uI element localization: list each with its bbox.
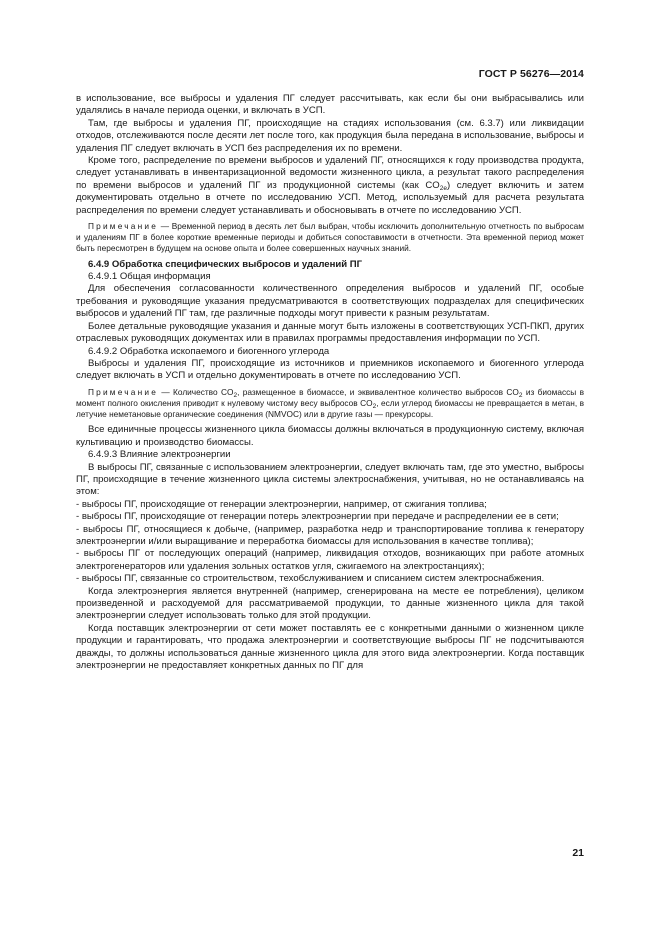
paragraph: Когда поставщик электроэнергии от сети может поставлять ее с конкретными данными о жизненном цикле продукции и гарантировать, что продажа электроэнергии и соответствующие выбросы ПГ не подсчитываются дважды, то должны использоваться данные жизненного цикла для этого вида электроэнергии. Когда поставщик электроэнергии не предоставляет конкретных данных по ПГ для	[76, 622, 584, 672]
note: Примечание — Временной период в десять лет был выбран, чтобы исключить дополнительную отчетность по выбросам и удалениям ПГ в более короткие временные периоды и добиться сопоставимости в отчетности. Эта временной период может быть пересмотрен в будущем на основе опыта и более совершенных научных знаний.	[76, 221, 584, 254]
page-body	[76, 93, 584, 672]
note-label: Примечание	[88, 221, 159, 232]
paragraph: Для обеспечения согласованности количественного определения выбросов и удалений ПГ, особые требования и руководящие указания предусматриваются в соответствующих подразделах для специфических выбросов и удалений ПГ там, где различные подходы могут привести к разным результатам.	[76, 283, 584, 320]
page-number: 21	[572, 847, 584, 859]
paragraph: в использование, все выбросы и удаления ПГ следует рассчитывать, как если бы они выбрасывались или удалялись в начале периода оценки, и включать в УСП.	[76, 93, 584, 117]
list-item: - выбросы ПГ, происходящие от генерации потерь электроэнергии при передаче и распределении ее в сети;	[76, 511, 559, 523]
list-item: - выбросы ПГ, относящиеся к добыче, (например, разработка недр и транспортирование топлива к генератору электроэнергии и/или выращивание и переработка биомассы для использования в качестве топлива);	[76, 523, 584, 547]
list-item: - выбросы ПГ от последующих операций (например, ликвидация отходов, возникающих при работе атомных электрогенераторов или удаления зольных остатков угля, сжигаемого на электростанциях);	[76, 548, 584, 572]
subscript: 2e	[439, 184, 447, 192]
list-item: - выбросы ПГ, связанные со строительством, техобслуживанием и списанием систем электроснабжения.	[76, 573, 545, 585]
section-heading-6-4-9: 6.4.9 Обработка специфических выбросов и удалений ПГ	[88, 258, 363, 270]
subsection-heading-6-4-9-3: 6.4.9.3 Влияние электроэнергии	[88, 449, 231, 461]
paragraph: В выбросы ПГ, связанные с использованием электроэнергии, следует включать там, где это уместно, выбросы ПГ, происходящие в течение жизненного цикла системы электроснабжения, учитывая, но не останавливаясь на этом:	[76, 461, 584, 498]
paragraph: Когда электроэнергия является внутренней (например, сгенерирована на месте ее потребления), целиком произведенной и расходуемой для рассматриваемой продукции, то данные жизненного цикла для такой электроэнергии следует использовать только для этой продукции.	[76, 585, 584, 622]
paragraph: Кроме того, распределение по времени выбросов и удалений ПГ, относящихся к году производства продукта, следует устанавливать в инвентаризационной ведомости жизненного цикла, а результат такого распределения по времени выбросов и удалений ПГ из продукционной системы (как $CO_{2e}$) следует включить и затем документировать отдельно в отчете по исследованию УСП. Метод, используемый для расчета результата распределения по времени следует устанавливать и обосновывать в отчете по исследованию УСП.	[76, 155, 584, 216]
paragraph: Все единичные процессы жизненного цикла биомассы должны включаться в продукционную систему, включая культивацию и производство биомассы.	[76, 424, 584, 448]
paragraph: Более детальные руководящие указания и данные могут быть изложены в соответствующих УСП-ПКП, других отраслевых руководящих документах или в правилах программы предоставления информации по УСП.	[76, 320, 584, 345]
document-header-standard-id: ГОСТ Р 56276—2014	[478, 68, 584, 80]
paragraph: Выбросы и удаления ПГ, происходящие из источников и приемников ископаемого и биогенного углерода следует включать в УСП и отдельно документировать в отчете по исследованию УСП.	[76, 357, 584, 382]
list-item: - выбросы ПГ, происходящие от генерации электроэнергии, например, от сжигания топлива;	[76, 498, 487, 510]
subsection-heading-6-4-9-1: 6.4.9.1 Общая информация	[88, 271, 211, 283]
paragraph: Там, где выбросы и удаления ПГ, происходящие на стадиях использования (см. 6.3.7) или ликвидации отходов, отслеживаются после десяти лет после того, как продукция была передана в использование, выбросы и удаления ПГ следует включать в УСП без распределения их по времени.	[76, 117, 584, 154]
note-label: Примечание	[88, 386, 159, 397]
note: Примечание — Количество $CO_2$, размещенное в биомассе, и эквивалентное количество выбросов $CO_2$ из биомассы в момент полного окисления приводит к нулевому чистому весу выбросов $CO_2$, если углерод биомассы не превращается в метан, в летучие неметановые органические соединения (NMVOC) или в другие газы — прекурсоры.	[76, 386, 585, 420]
subsection-heading-6-4-9-2: 6.4.9.2 Обработка ископаемого и биогенного углерода	[88, 345, 330, 357]
